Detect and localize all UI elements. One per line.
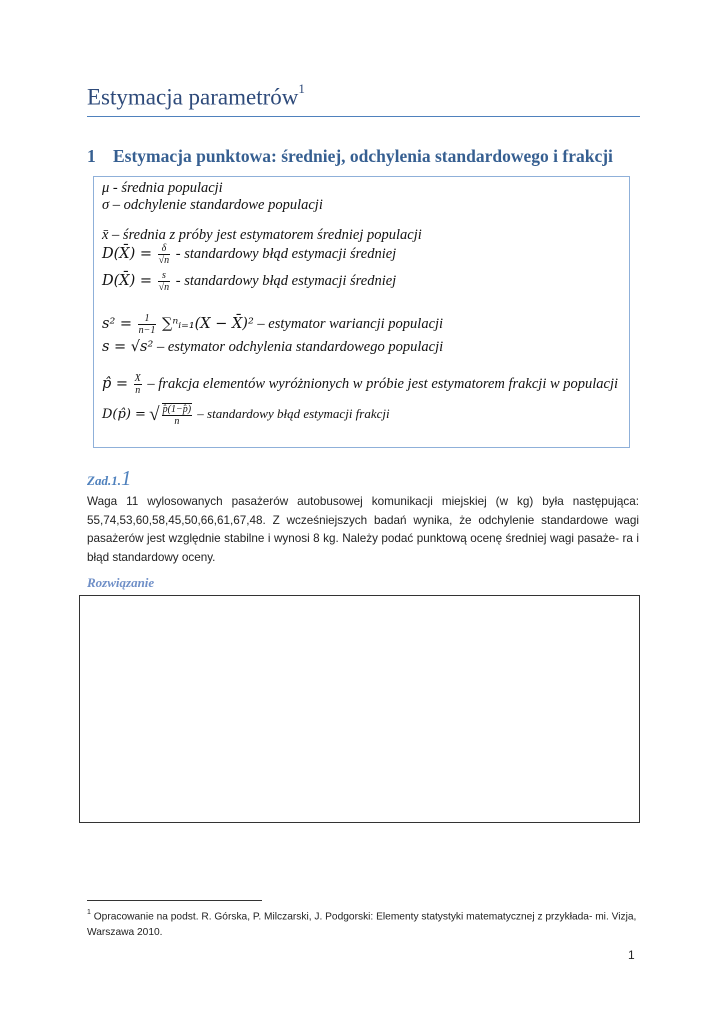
- task-label: Zad.1.: [87, 473, 121, 488]
- formula-fraction-estimator: [102, 373, 618, 396]
- formula-variance: [102, 313, 443, 336]
- formula-s2-denominator: n−1: [138, 325, 156, 336]
- section-heading: [87, 146, 613, 167]
- formula-dp-text: – standardowy błąd estymacji frakcji: [197, 405, 390, 421]
- formula-standard-error-delta: [102, 243, 396, 266]
- formula-d1-denominator: √n: [158, 255, 170, 266]
- title-underline: [87, 116, 640, 117]
- solution-heading: Rozwiązanie: [87, 575, 155, 590]
- formula-s2-label: s² =: [102, 315, 133, 332]
- formula-d2-label: D(X̄) =: [102, 272, 153, 289]
- formula-d1-label: D(X̄) =: [102, 245, 153, 262]
- formula-s2-fraction: [138, 313, 157, 336]
- formula-d2-denominator: √n: [158, 282, 170, 293]
- formula-std-dev: [102, 339, 443, 356]
- formula-d2-fraction: [158, 270, 171, 293]
- formula-box: [93, 176, 630, 448]
- formula-d2-numerator: s: [158, 270, 171, 282]
- formula-s2-text: – estymator wariancji populacji: [253, 315, 444, 332]
- formula-standard-error-s: [102, 270, 396, 293]
- formula-s-text: – estymator odchylenia standardowego populacji: [153, 339, 444, 355]
- formula-p-fraction: [134, 373, 142, 396]
- sqrt-icon: √: [149, 404, 160, 425]
- section-number: 1: [87, 146, 96, 166]
- formula-s2-sum: ∑ⁿᵢ₌₁(X − X̄)²: [162, 315, 254, 332]
- section-title: Estymacja punktowa: średniej, odchylenia standardowego i frakcji: [113, 146, 613, 166]
- task-number: 1: [120, 466, 132, 490]
- formula-p-label: p̂ =: [102, 375, 129, 392]
- formula-d1-text: - standardowy błąd estymacji średniej: [175, 245, 397, 262]
- title-footnote-ref: 1: [298, 81, 305, 96]
- formula-s-formula: s = √s²: [102, 339, 154, 355]
- formula-d2-text: - standardowy błąd estymacji średniej: [175, 272, 397, 289]
- formula-dp-fraction: [162, 403, 192, 427]
- title-text: Estymacja parametrów: [87, 84, 299, 110]
- formula-mu: μ - średnia populacji: [102, 180, 223, 196]
- task-text: Waga 11 wylosowanych pasażerów autobusowej komunikacji miejskiej (w kg) była następująca: 55,74,53,60,58,45,50,66,61,67,48. Z wcześniejszych badań wynika, że odchylenie standardowe wagi pasażerów jest względnie stabilne i wynosi 8 kg. Należy podać punktową ocenę średniej wagi pasaże- ra i błąd standardowy oceny.: [87, 495, 639, 565]
- formula-dp-label: D(p̂) =: [102, 406, 146, 422]
- footnote-ref: 1: [87, 909, 91, 916]
- formula-p-numerator: X: [134, 373, 141, 384]
- formula-sigma: σ – odchylenie standardowe populacji: [102, 197, 323, 213]
- document-title: [87, 81, 305, 111]
- formula-s2-numerator: 1: [138, 313, 157, 325]
- formula-d1-fraction: [158, 243, 171, 266]
- formula-xbar: x̄ – średnia z próby jest estymatorem średniej populacji: [102, 227, 422, 243]
- formula-p-denominator: n: [135, 385, 141, 396]
- solution-answer-box[interactable]: [79, 595, 640, 823]
- formula-d1-numerator: δ: [158, 243, 171, 255]
- task-heading: [87, 466, 131, 491]
- formula-p-text: – frakcja elementów wyróżnionych w próbie jest estymatorem frakcji w populacji: [147, 375, 619, 392]
- page-number: 1: [628, 948, 635, 962]
- formula-fraction-error: [102, 403, 390, 427]
- formula-dp-denominator: n: [174, 416, 180, 427]
- footnote: [87, 906, 639, 941]
- footnote-separator: [87, 900, 262, 901]
- formula-dp-numerator: p̂(1−p̂): [162, 404, 192, 415]
- footnote-text: Opracowanie na podst. R. Górska, P. Milczarski, J. Podgorski: Elementy statystyki matematycznej z przykłada- mi. Vizja, Warszawa 2010.: [87, 911, 637, 939]
